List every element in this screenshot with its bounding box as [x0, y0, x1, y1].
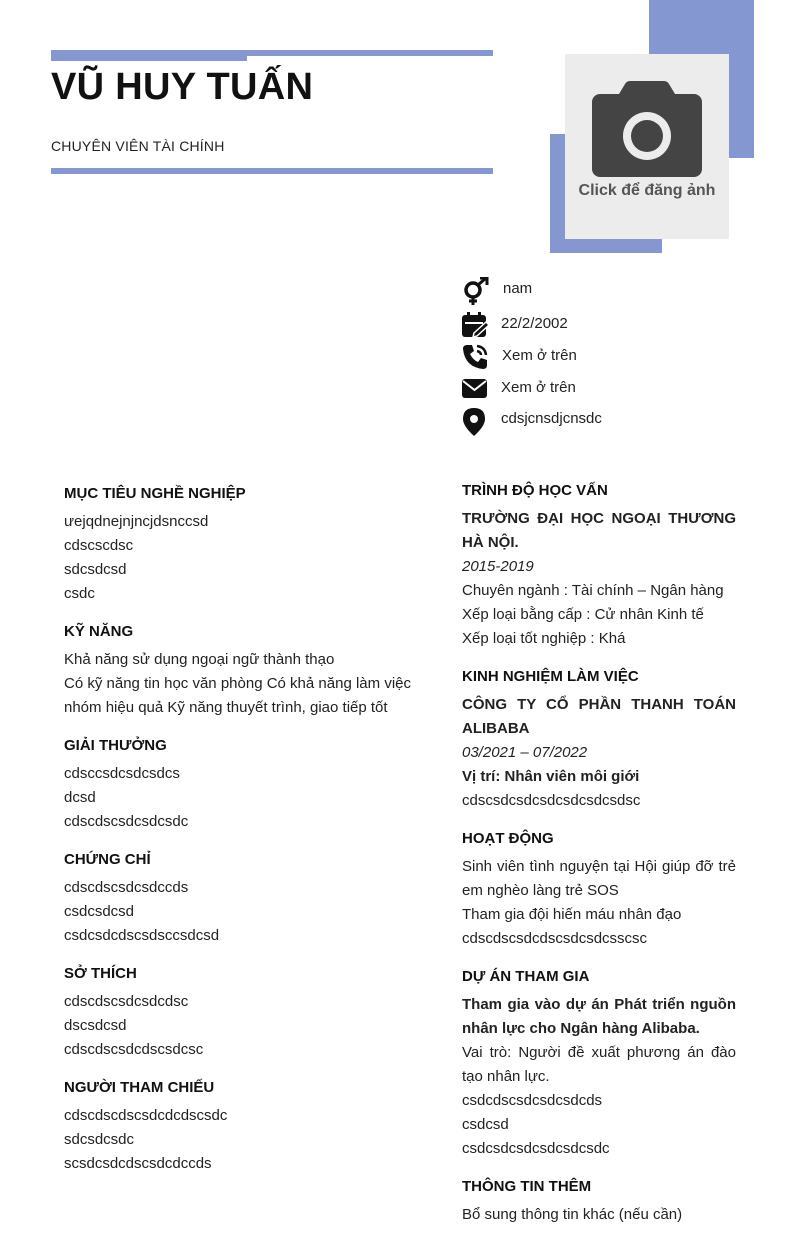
awards-title: GIẢI THƯỞNG	[64, 737, 167, 754]
hobbies-line: dscsdcsd	[64, 1017, 127, 1034]
education-title: TRÌNH ĐỘ HỌC VẤN	[462, 482, 608, 499]
phone-value: Xem ở trên	[502, 347, 577, 364]
gender-icon	[461, 277, 489, 305]
references-line: sdcsdcsdc	[64, 1131, 135, 1148]
objective-line: csdc	[64, 585, 95, 602]
email-icon	[461, 376, 489, 404]
address-value: cdsjcnsdjcnsdc	[501, 410, 602, 427]
experience-period: 03/2021 – 07/2022	[462, 744, 588, 761]
calendar-icon	[461, 311, 489, 339]
experience-line: cdscsdcsdcsdcsdcsdcsdsc	[462, 792, 641, 809]
section-extra	[462, 1175, 736, 1227]
certificates-line: csdcsdcsd	[64, 903, 135, 920]
extra-line: Bổ sung thông tin khác (nếu cần)	[462, 1206, 683, 1223]
contact-gender	[461, 277, 761, 309]
phone-icon	[461, 343, 489, 371]
section-certificates	[64, 848, 411, 948]
skills-line: Khả năng sử dụng ngoại ngữ thành thạo	[64, 651, 335, 668]
gender-value: nam	[503, 280, 533, 297]
awards-line: cdsccsdcsdcsdcs	[64, 765, 180, 782]
left-column	[64, 482, 411, 1190]
section-references	[64, 1076, 411, 1176]
candidate-name: VŨ HUY TUẤN	[51, 66, 314, 108]
section-experience	[462, 665, 736, 813]
certificates-line: csdcsdcdscsdsccsdcsd	[64, 927, 220, 944]
section-awards	[64, 734, 411, 834]
location-pin-icon	[461, 408, 489, 436]
hobbies-title: SỞ THÍCH	[64, 965, 137, 982]
projects-title: DỰ ÁN THAM GIA	[462, 968, 590, 985]
objective-line: cdscscdsc	[64, 537, 134, 554]
project-name: Tham gia vào dự án Phát triển nguồn nhân lực cho Ngân hàng Alibaba.	[462, 996, 736, 1037]
projects-line: csdcsdcsdcsdcsdcsdc	[462, 1140, 610, 1157]
activities-line: Tham gia đội hiến máu nhân đạo	[462, 906, 682, 923]
hobbies-line: cdscdscsdcsdcdsc	[64, 993, 189, 1010]
projects-line: Vai trò: Người đề xuất phương án đào tạo nhân lực.	[462, 1044, 736, 1085]
section-objective	[64, 482, 411, 606]
section-hobbies	[64, 962, 411, 1062]
objective-line: ưejqdnejnjncjdsnccsd	[64, 513, 209, 530]
references-title: NGƯỜI THAM CHIẾU	[64, 1079, 215, 1096]
activities-title: HOẠT ĐỘNG	[462, 830, 554, 847]
section-projects	[462, 965, 736, 1161]
education-line: Xếp loại bằng cấp : Cử nhân Kinh tế	[462, 606, 704, 623]
section-education	[462, 479, 736, 651]
skills-line: Có kỹ năng tin học văn phòng Có khả năng làm việc nhóm hiệu quả Kỹ năng thuyết trình, giao tiếp tốt	[64, 675, 411, 716]
references-line: cdscdscdscsdcdcdscsdc	[64, 1107, 228, 1124]
certificates-line: cdscdscsdcsdccds	[64, 879, 189, 896]
objective-line: sdcsdcsd	[64, 561, 127, 578]
objective-title: MỤC TIÊU NGHỀ NGHIỆP	[64, 485, 246, 502]
photo-upload[interactable]	[565, 54, 729, 239]
contact-address	[461, 408, 761, 440]
skills-title: KỸ NĂNG	[64, 623, 134, 640]
section-skills	[64, 620, 411, 720]
hobbies-line: cdscdscsdcdscsdcsc	[64, 1041, 204, 1058]
decor-header-bar-bottom	[51, 168, 493, 174]
education-line: Xếp loại tốt nghiệp : Khá	[462, 630, 626, 647]
awards-line: dcsd	[64, 789, 96, 806]
decor-header-bar-top-thick	[51, 50, 247, 61]
email-value: Xem ở trên	[501, 379, 576, 396]
certificates-title: CHỨNG CHỈ	[64, 851, 151, 868]
education-school: TRƯỜNG ĐẠI HỌC NGOẠI THƯƠNG HÀ NỘI.	[462, 510, 736, 551]
contact-birthday	[461, 311, 761, 343]
experience-company: CÔNG TY CỔ PHẦN THANH TOÁN ALIBABA	[462, 696, 736, 737]
experience-title: KINH NGHIỆM LÀM VIỆC	[462, 668, 639, 685]
activities-line: Sinh viên tình nguyện tại Hội giúp đỡ trẻ em nghèo làng trẻ SOS	[462, 858, 736, 899]
awards-line: cdscdscsdcsdcsdc	[64, 813, 189, 830]
activities-line: cdscdscsdcdscsdcsdcsscsc	[462, 930, 648, 947]
experience-position: Vị trí: Nhân viên môi giới	[462, 768, 640, 785]
projects-line: csdcdscsdcsdcsdcds	[462, 1092, 603, 1109]
education-line: Chuyên ngành : Tài chính – Ngân hàng	[462, 582, 724, 599]
camera-icon	[592, 81, 702, 177]
contact-phone	[461, 343, 761, 375]
projects-line: csdcsd	[462, 1116, 509, 1133]
education-period: 2015-2019	[462, 558, 534, 575]
candidate-role: CHUYÊN VIÊN TÀI CHÍNH	[51, 138, 225, 154]
extra-title: THÔNG TIN THÊM	[462, 1178, 592, 1195]
right-column	[462, 479, 736, 1237]
birthday-value: 22/2/2002	[501, 315, 568, 332]
references-line: scsdcsdcdscsdcdccds	[64, 1155, 212, 1172]
section-activities	[462, 827, 736, 951]
decor-header-bar-top-thin	[247, 50, 493, 56]
contact-email	[461, 376, 761, 408]
photo-caption: Click để đăng ảnh	[578, 182, 716, 199]
